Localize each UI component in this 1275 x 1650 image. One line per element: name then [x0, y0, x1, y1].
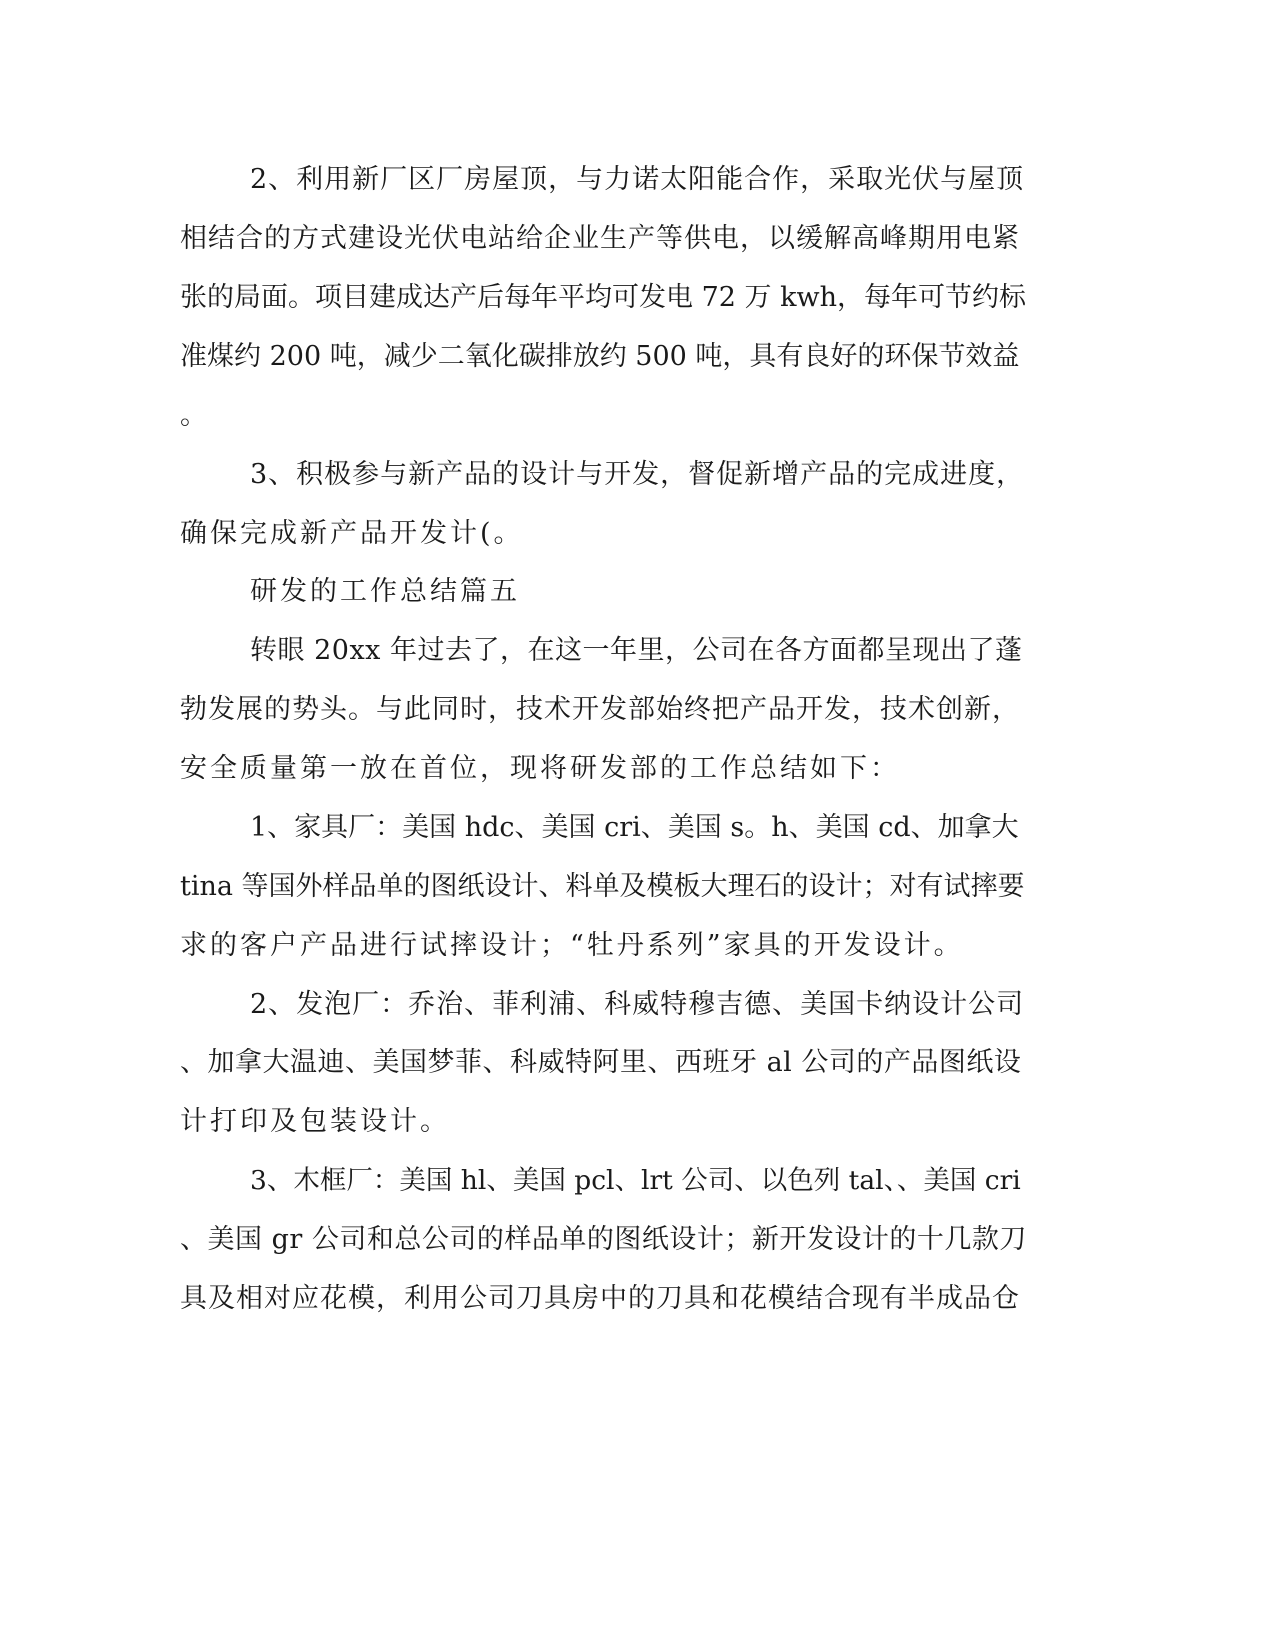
text-line: 3、木框厂：美国 hl、美国 pcl、lrt 公司、以色列 tal、、美国 cri [250, 1165, 1021, 1196]
text-line: tina 等国外样品单的图纸设计、料单及模板大理石的设计；对有试摔要 [180, 871, 1025, 902]
text-line: 张的局面。项目建成达产后每年平均可发电 72 万 kwh，每年可节约标 [180, 282, 1026, 313]
text-line: 转眼 20xx 年过去了，在这一年里，公司在各方面都呈现出了蓬 [250, 635, 1023, 666]
text-line: 确保完成新产品开发计(。 [180, 518, 524, 549]
text-line: 准煤约 200 吨，减少二氧化碳排放约 500 吨，具有良好的环保节效益 [180, 341, 1020, 372]
text-line: 安全质量第一放在首位，现将研发部的工作总结如下： [180, 753, 900, 784]
text-line: 3、积极参与新产品的设计与开发，督促新增产品的完成进度， [250, 459, 1025, 490]
text-line: 2、发泡厂：乔治、菲利浦、科威特穆吉德、美国卡纳设计公司 [250, 989, 1025, 1020]
text-line: 求的客户产品进行试摔设计；“牡丹系列”家具的开发设计。 [180, 930, 964, 961]
section-heading: 研发的工作总结篇五 [250, 576, 520, 607]
text-line: 具及相对应花模，利用公司刀具房中的刀具和花模结合现有半成品仓 [180, 1283, 1020, 1314]
text-line: 、美国 gr 公司和总公司的样品单的图纸设计；新开发设计的十几款刀 [180, 1224, 1027, 1255]
text-line: 1、家具厂：美国 hdc、美国 cri、美国 s。h、美国 cd、加拿大 [250, 812, 1019, 843]
text-line: 、加拿大温迪、美国梦菲、科威特阿里、西班牙 al 公司的产品图纸设 [180, 1047, 1022, 1078]
text-line: 勃发展的势头。与此同时，技术开发部始终把产品开发，技术创新， [180, 694, 1020, 725]
text-line: 。 [180, 400, 210, 431]
text-line: 2、利用新厂区厂房屋顶，与力诺太阳能合作，采取光伏与屋顶 [250, 164, 1025, 195]
text-line: 相结合的方式建设光伏电站给企业生产等供电，以缓解高峰期用电紧 [180, 223, 1020, 254]
text-line: 计打印及包装设计。 [180, 1106, 450, 1137]
